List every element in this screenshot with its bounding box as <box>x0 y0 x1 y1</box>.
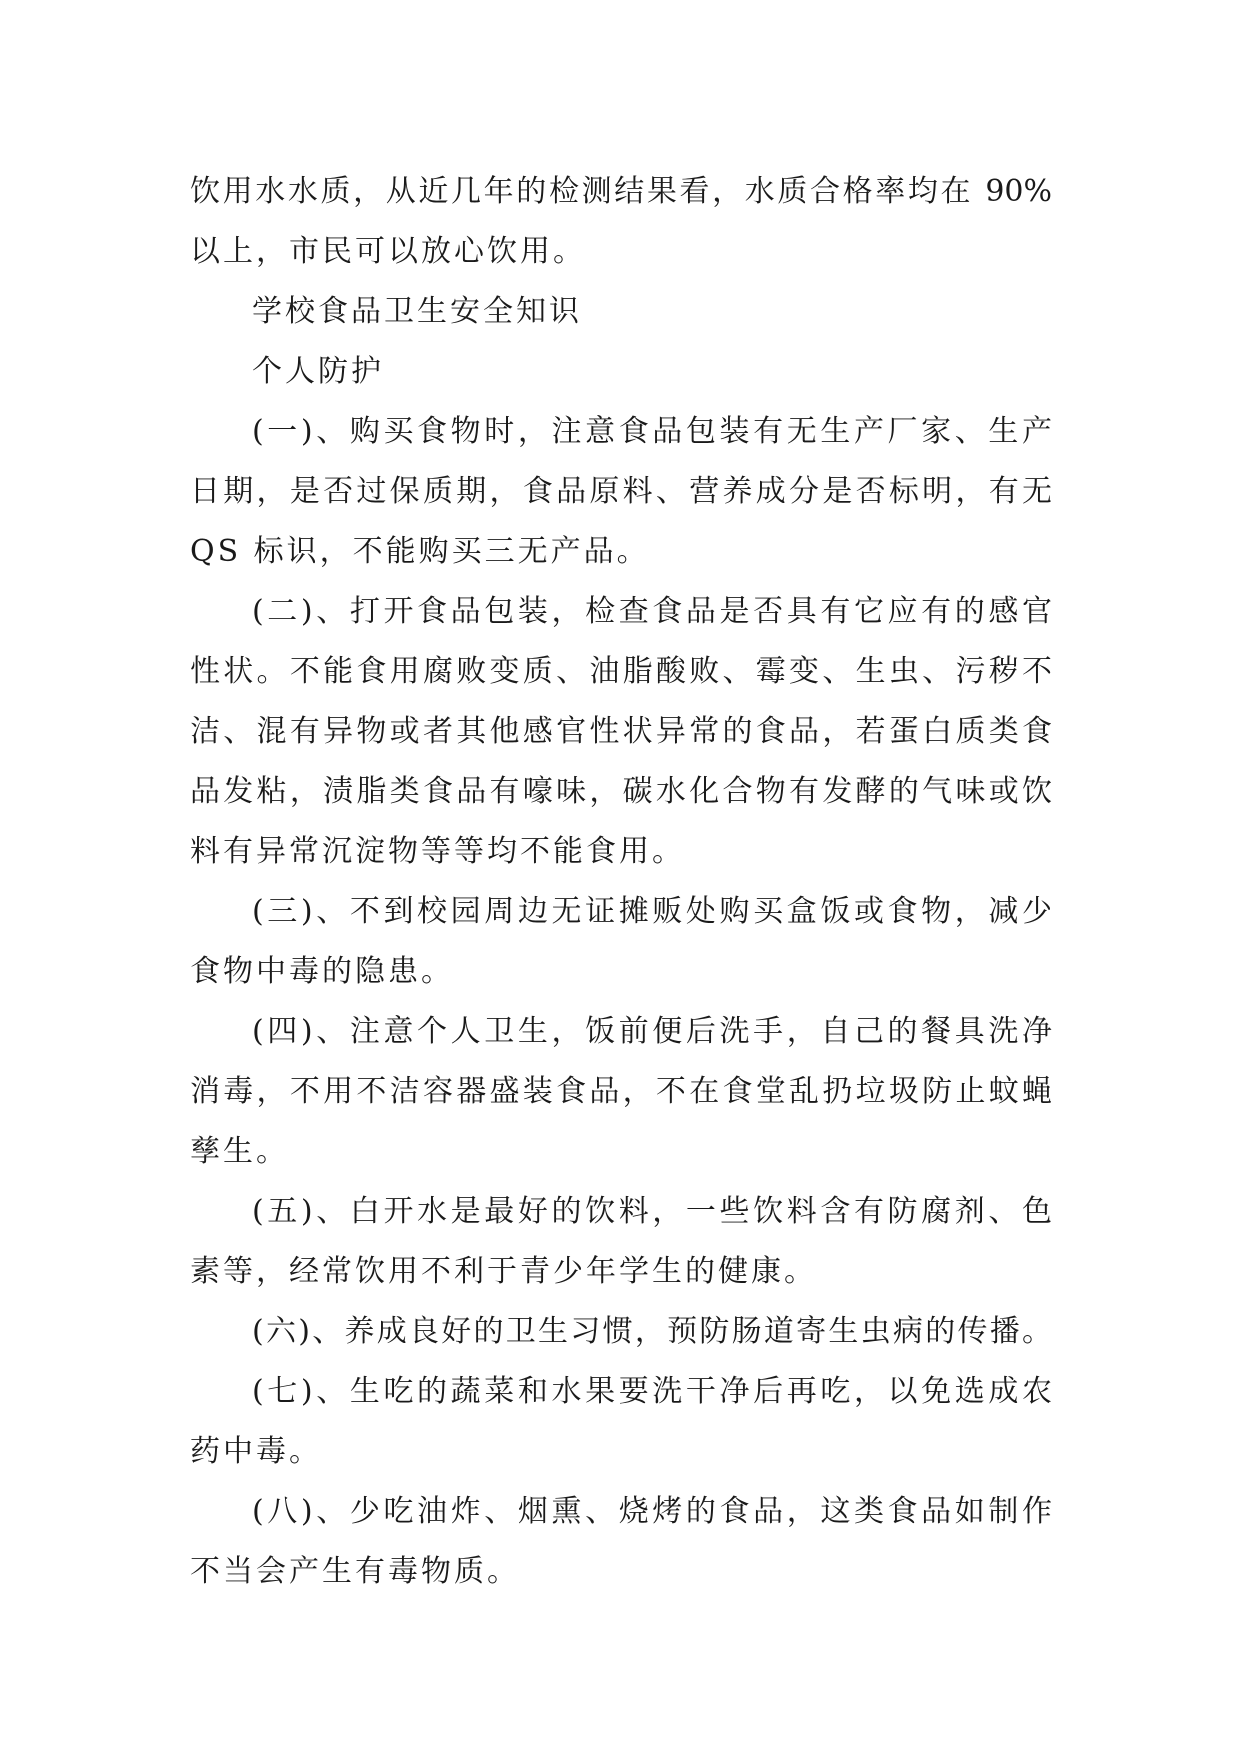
section-subtitle <box>190 342 1052 402</box>
text-line: 性状。不能食用腐败变质、油脂酸败、霉变、生虫、污秽不 <box>190 654 1052 689</box>
text-line: QS 标识，不能购买三无产品。 <box>190 534 650 569</box>
text-line: (八)、少吃油炸、烟熏、烧烤的食品，这类食品如制作 <box>252 1494 1052 1529</box>
paragraph-item-6 <box>190 1302 1052 1362</box>
paragraph-item-7 <box>190 1362 1052 1482</box>
document-body <box>190 162 1052 1602</box>
section-subtitle-text: 个人防护 <box>252 354 384 389</box>
paragraph-item-8 <box>190 1482 1052 1602</box>
section-title <box>190 282 1052 342</box>
text-line: 饮用水水质，从近几年的检测结果看，水质合格率均在 90% <box>190 174 1052 209</box>
text-line: 素等，经常饮用不利于青少年学生的健康。 <box>190 1254 817 1289</box>
text-line: 食物中毒的隐患。 <box>190 954 454 989</box>
text-line: (六)、养成良好的卫生习惯，预防肠道寄生虫病的传播。 <box>252 1314 1052 1349</box>
paragraph-water-quality <box>190 162 1052 282</box>
text-line: 药中毒。 <box>190 1434 322 1469</box>
section-title-text: 学校食品卫生安全知识 <box>252 294 582 329</box>
text-line: (七)、生吃的蔬菜和水果要洗干净后再吃，以免选成农 <box>252 1374 1052 1409</box>
text-line: 以上，市民可以放心饮用。 <box>190 234 586 269</box>
text-line: 孳生。 <box>190 1134 289 1169</box>
paragraph-item-5 <box>190 1182 1052 1302</box>
paragraph-item-3 <box>190 882 1052 1002</box>
text-line: (三)、不到校园周边无证摊贩处购买盒饭或食物，减少 <box>252 894 1052 929</box>
text-line: 洁、混有异物或者其他感官性状异常的食品，若蛋白质类食 <box>190 714 1052 749</box>
text-line: 日期，是否过保质期，食品原料、营养成分是否标明，有无 <box>190 474 1052 509</box>
paragraph-item-1 <box>190 402 1052 582</box>
text-line: 品发粘，渍脂类食品有嚎味，碳水化合物有发酵的气味或饮 <box>190 774 1052 809</box>
paragraph-item-2 <box>190 582 1052 882</box>
text-line: (二)、打开食品包装，检查食品是否具有它应有的感官 <box>252 594 1052 629</box>
text-line: (五)、白开水是最好的饮料，一些饮料含有防腐剂、色 <box>252 1194 1052 1229</box>
text-line: (一)、购买食物时，注意食品包装有无生产厂家、生产 <box>252 414 1052 449</box>
paragraph-item-4 <box>190 1002 1052 1182</box>
text-line: 料有异常沉淀物等等均不能食用。 <box>190 834 685 869</box>
text-line: 消毒，不用不洁容器盛装食品，不在食堂乱扔垃圾防止蚊蝇 <box>190 1074 1052 1109</box>
text-line: (四)、注意个人卫生，饭前便后洗手，自己的餐具洗净 <box>252 1014 1052 1049</box>
text-line: 不当会产生有毒物质。 <box>190 1554 520 1589</box>
